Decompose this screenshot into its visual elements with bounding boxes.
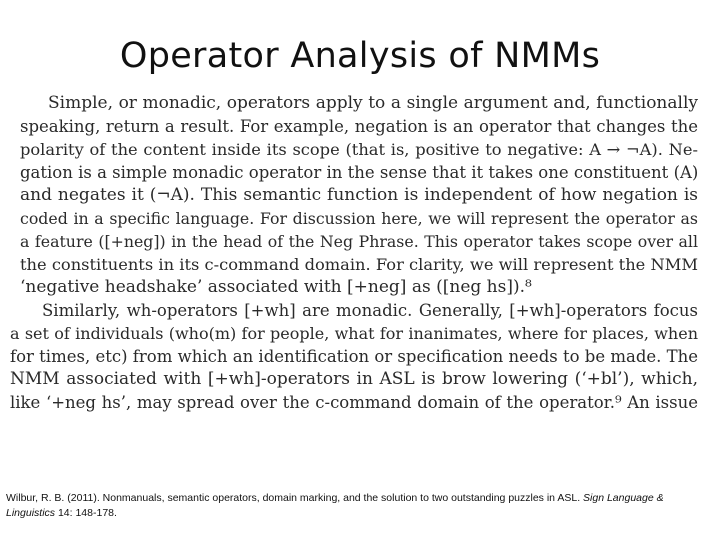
excerpt-line: a set of individuals (who(m) for people, what for inanimates, where for places, when <box>10 324 698 343</box>
excerpt-line: Similarly, wh-operators [+wh] are monadic. Generally, [+wh]-operators focus <box>42 301 698 320</box>
citation-text: Wilbur, R. B. (2011). Nonmanuals, semantic operators, domain marking, and the solution to two outstanding puzzles in ASL. <box>6 492 581 504</box>
excerpt-line: for times, etc) from which an identification or specification needs to be made. The <box>10 347 698 366</box>
excerpt-line: a feature ([+neg]) in the head of the Neg Phrase. This operator takes scope over all <box>20 232 698 251</box>
excerpt-line: ‘negative headshake’ associated with [+neg] as ([neg hs]).⁸ <box>20 277 532 297</box>
excerpt-line: NMM associated with [+wh]-operators in ASL is brow lowering (‘+bl’), which, <box>10 369 698 389</box>
excerpt-line: the constituents in its c-command domain. For clarity, we will represent the NMM <box>20 255 698 274</box>
citation-volume-pages: 14: 148-178. <box>57 507 117 519</box>
excerpt-line: gation is a simple monadic operator in the sense that it takes one constituent (A) <box>20 163 698 182</box>
excerpt-line: coded in a specific language. For discussion here, we will represent the operator as <box>20 209 698 228</box>
excerpt-line: like ‘+neg hs’, may spread over the c-command domain of the operator.⁹ An issue <box>10 393 698 412</box>
excerpt-line: Simple, or monadic, operators apply to a single argument and, functionally <box>48 93 698 113</box>
excerpt-line: speaking, return a result. For example, negation is an operator that changes the <box>20 117 698 136</box>
slide-title: Operator Analysis of NMMs <box>119 36 601 76</box>
citation-journal: Sign Language & Linguistics <box>6 492 664 519</box>
book-excerpt <box>10 92 698 414</box>
citation <box>6 491 714 521</box>
excerpt-line: polarity of the content inside its scope (that is, positive to negative: A → ¬A). Ne- <box>20 140 698 159</box>
excerpt-line: and negates it (¬A). This semantic function is independent of how negation is <box>20 185 698 205</box>
